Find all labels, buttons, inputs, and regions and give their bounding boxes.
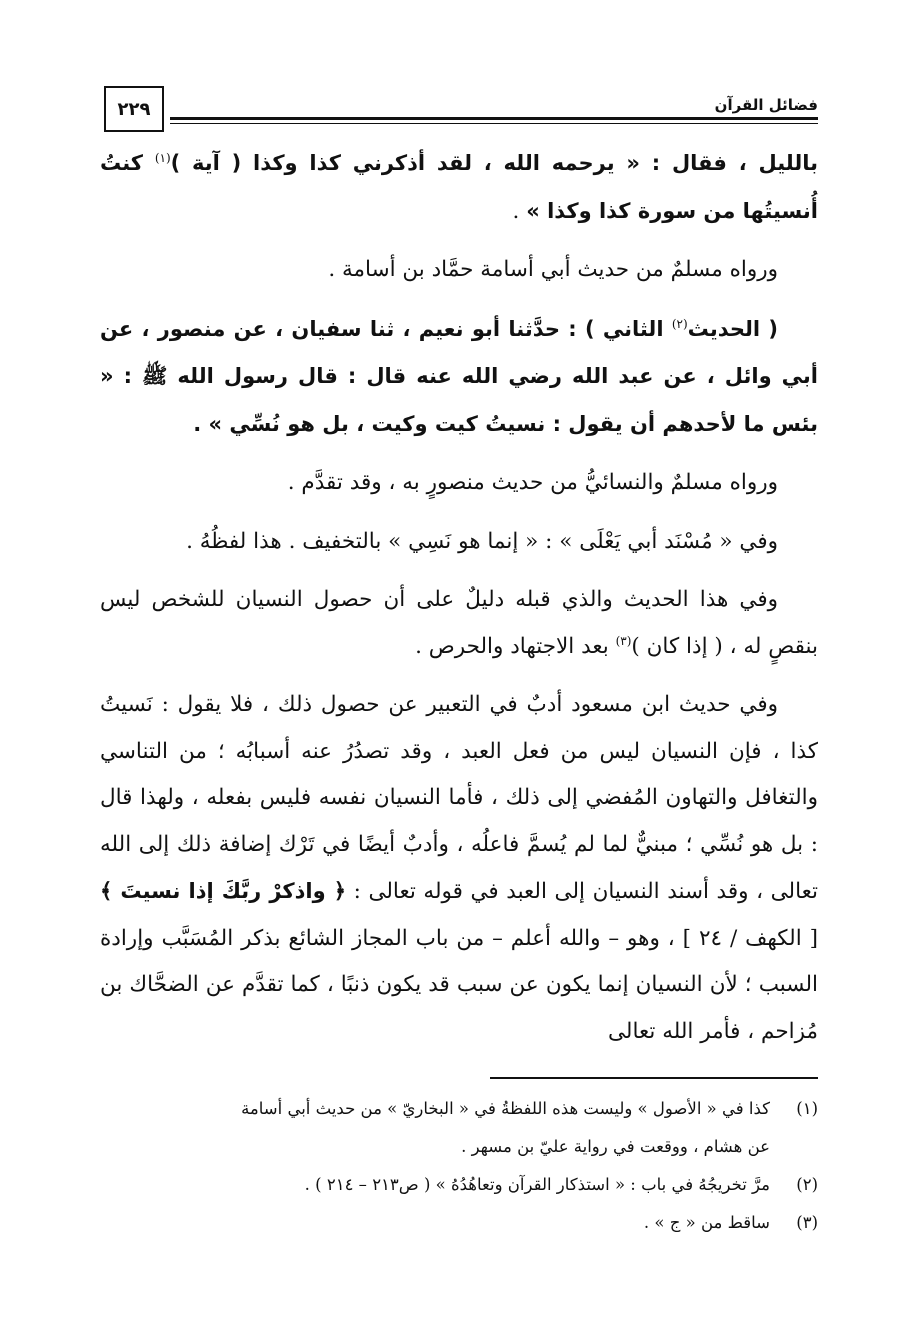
paragraph-3 <box>100 306 818 449</box>
running-title: فضائل القرآن <box>714 96 818 114</box>
footnote-rule <box>490 1077 818 1079</box>
hadith-text: بالليل ، فقال : « يرحمه الله ، لقد أذكرني كذا وكذا ( آية ) <box>170 151 819 175</box>
header-rule <box>170 117 818 120</box>
paragraph-1 <box>100 140 818 235</box>
paragraph-5: وفي « مُسْنَد أبي يَعْلَى » : « إنما هو نَسِي » بالتخفيف . هذا لفظُهُ . <box>186 528 778 554</box>
paragraph-7-cont: [ الكهف / ٢٤ ] ، وهو – والله أعلم – من باب المجاز الشائع بذكر المُسَبَّب وإرادة السبب ؛ لأن النسيان إنما يكون عن سبب قد يكون ذنبًا ، كما تقدَّم عن الضحَّاك بن مُزاحم ، فأمر الله تعالى <box>100 925 818 1044</box>
paragraph-7 <box>100 682 818 1055</box>
footnote-number: (٣) <box>796 1213 818 1232</box>
footnote-3 <box>100 1204 818 1242</box>
quran-verse: ﴿ واذكرْ ربَّكَ إذا نسيتَ ﴾ <box>100 879 347 903</box>
paragraph-2: ورواه مسلمٌ من حديث أبي أسامة حمَّاد بن أسامة . <box>328 257 778 282</box>
footnote-1 <box>100 1090 818 1128</box>
paragraph-6-text: وفي هذا الحديث والذي قبله دليلٌ على أن حصول النسيان للشخص ليس بنقصٍ له ، ( إذا كان ) <box>100 587 818 659</box>
footnote-text: كذا في « الأصول » وليست هذه اللفظةُ في « البخاريّ » من حديث أبي أسامة <box>241 1099 770 1118</box>
footnote-2 <box>100 1166 818 1204</box>
page-number: ٢٢٩ <box>104 86 164 132</box>
footnotes <box>100 1090 818 1242</box>
paragraph-6 <box>100 577 818 670</box>
hadith-chain: الثاني ) : حدَّثنا أبو نعيم ، ثنا سفيان ، عن منصور ، عن أبي وائل ، عن عبد الله رضي الله عنه قال : قال رسول الله ﷺ : « بئس ما لأحدهم أن يقول : نسيتُ كيت وكيت ، بل هو نُسِّي » . <box>100 316 818 436</box>
hadith-text-cont: كنتُ أُنسيتُها من سورة كذا وكذا » <box>100 151 818 223</box>
paragraph-4: ورواه مسلمٌ والنسائيُّ من حديث منصورٍ به ، وقد تقدَّم . <box>287 470 778 495</box>
footnote-ref-1[interactable]: (١) <box>154 150 171 165</box>
punctuation: . <box>512 198 527 224</box>
paragraph-7-text: وفي حديث ابن مسعود أدبٌ في التعبير عن حصول ذلك ، فلا يقول : نَسيتُ كذا ، فإن النسيان ليس من فعل العبد ، وقد تصدُرُ عنه أسبابُه ؛ من التناسي والتغافل والتهاون المُفضي إلى ذلك ، فأما النسيان نفسه فليس بفعله ، ولهذا قال : بل هو نُسِّي ؛ مبنيٌّ لما لم يُسمَّ فاعلُه ، وأدبٌ أيضًا في تَرْك إضافة ذلك إلى الله تعالى ، وقد أسند النسيان إلى العبد في قوله تعالى : <box>100 692 818 904</box>
footnote-1-cont: عن هشام ، ووقعت في رواية عليّ بن مسهر . <box>461 1137 770 1156</box>
footnote-text: ساقط من « ج » . <box>643 1213 770 1232</box>
footnote-number: (٢) <box>796 1175 818 1194</box>
footnote-number: (١) <box>796 1099 818 1118</box>
footnote-text: مرَّ تخريجُهُ في باب : « استذكار القرآن وتعاهُدُهُ » ( ص٢١٣ – ٢١٤ ) . <box>304 1175 770 1194</box>
footnote-ref-3[interactable]: (٣) <box>615 633 632 648</box>
paragraph-6-end: بعد الاجتهاد والحرص . <box>415 633 616 659</box>
footnote-ref-2[interactable]: (٢) <box>671 316 688 331</box>
main-text <box>100 140 818 1067</box>
header-rule-thin <box>170 123 818 124</box>
hadith-heading: ( الحديث <box>687 316 778 341</box>
